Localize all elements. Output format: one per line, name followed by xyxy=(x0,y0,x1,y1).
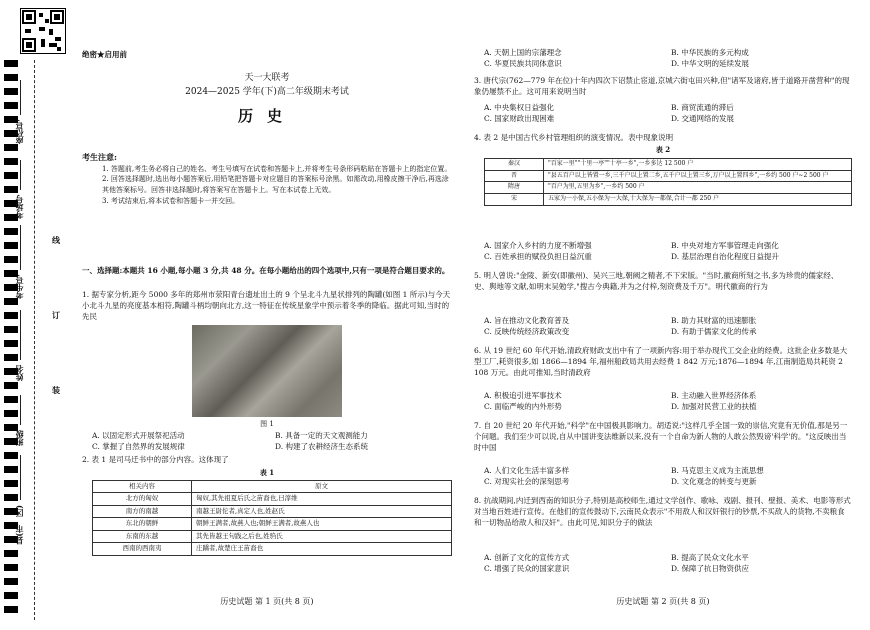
question-6-stem: 6. 从 19 世纪 60 年代开始,清政府财政支出中有了一项新内容:用于举办现代工交企业的经费。这批企业多数是大型工厂,耗资很多,如 1866—1894 年,福州船政局共用去经费 1 842 万元;1876—1894 年,江南制造局共耗资 2 108 万元。由此可推知,当时清政府 xyxy=(474,346,848,377)
binding-stripe xyxy=(4,578,18,585)
table-row xyxy=(93,505,452,517)
table-cell: 东北的朝鲜 xyxy=(93,518,192,530)
table-cell: 五家为一小保,五小保为一大保,十大保为一都保,合计一都 250 户 xyxy=(544,194,852,206)
student-number-label: 考生号 xyxy=(14,275,24,299)
option-a[interactable]: A. 天朝上国的宗藩理念 xyxy=(484,48,562,57)
option-b[interactable]: B. 中华民族的多元构成 xyxy=(671,48,749,57)
table-cell: "百家一里""十里一亭""十亭一乡",一乡多达 12 500 户 xyxy=(544,159,852,171)
question-4-stem: 4. 表 2 是中国古代乡村管理组织的演变情况。表中现象说明 xyxy=(474,133,674,142)
question-2-stem: 2. 表 1 是司马迁书中的部分内容。这体现了 xyxy=(82,455,229,464)
q1-options xyxy=(92,431,452,453)
county-label: 县(市、区) xyxy=(14,505,24,545)
table-cell: 朝鲜王满者,故燕人也;朝鲜王满者,故燕人也 xyxy=(192,518,452,530)
question-stem: 1. 据专家分析,距今 5000 多年的郑州市荥阳青台遗址出土的 9 个呈北斗九星状排列的陶罐(如图 1 所示)与今天小北斗九星的亮度基本相符,陶罐斗柄均朝向北方,这一特征在传统星象学中预示着冬季的降临。据此可知,当时的先民 xyxy=(82,290,451,321)
option-a[interactable]: A. 积极追引进军事技术 xyxy=(484,391,562,400)
table-cell: 庄蹻者,故楚庄王苗裔也 xyxy=(192,543,452,555)
table-row xyxy=(485,159,852,171)
table-row xyxy=(93,543,452,555)
binding-stripe xyxy=(4,340,18,347)
exam-org: 天一大联考 xyxy=(244,73,290,83)
qr-code-icon xyxy=(20,8,66,54)
binding-stripe xyxy=(4,256,18,263)
table-cell: 宋 xyxy=(485,194,544,206)
binding-stripe xyxy=(4,382,18,389)
option-c[interactable]: C. 掌握了自然界的发展规律 xyxy=(92,441,185,451)
exam-year: 2024—2025 学年(下)高二年级期末考试 xyxy=(185,87,349,97)
option-c[interactable]: C. 面临严峻的内外形势 xyxy=(484,401,562,411)
table-header: 原文 xyxy=(192,481,452,493)
option-a[interactable]: A. 人们文化生活丰富多样 xyxy=(484,466,570,475)
class-label: 班级 xyxy=(14,430,24,446)
table-2 xyxy=(484,158,852,206)
binding-stripe xyxy=(4,88,18,95)
option-d[interactable]: D. 文化观念的转变与更新 xyxy=(671,476,757,486)
option-a[interactable]: A. 中央集权日益强化 xyxy=(484,103,555,112)
cut-mark-stitch: 装 xyxy=(52,385,60,395)
option-c[interactable]: C. 增强了民众的国家意识 xyxy=(484,563,570,573)
table-row xyxy=(485,170,852,182)
section-heading: 一、选择题:本题共 16 小题,每小题 3 分,共 48 分。在每小题给出的四个选项中,只有一项是符合题目要求的。 xyxy=(82,266,450,275)
page-footer: 历史试题 第 1 页(共 8 页) xyxy=(220,597,314,606)
option-d[interactable]: D. 基层治理自治化程度日益提升 xyxy=(671,251,780,261)
binding-stripe xyxy=(4,144,18,151)
binding-stripe xyxy=(4,158,18,165)
question-3-stem: 3. 唐代宗(762—779 年在位)十年内四次下诏禁止宦道,京城六街屯田兴种,但"诸军及诸府,皆于道路开凿营种"的现象仍屡禁不止。这可用来说明当时 xyxy=(474,76,850,96)
binding-stripe xyxy=(4,592,18,599)
option-b[interactable]: B. 主动融入世界经济体系 xyxy=(671,391,757,400)
binding-stripe xyxy=(4,410,18,417)
notice-item: 3. 考试结束后,将本试卷和答题卡一并交回。 xyxy=(102,197,240,206)
name-label: 姓名 xyxy=(14,365,24,381)
table-row xyxy=(93,530,452,542)
binding-stripe xyxy=(4,172,18,179)
binding-strip xyxy=(0,0,70,630)
binding-stripe xyxy=(4,396,18,403)
q6-options xyxy=(484,391,852,413)
option-c[interactable]: C. 百姓承担的赋役负担日益沉重 xyxy=(484,251,592,261)
table-cell: 晋 xyxy=(485,170,544,182)
binding-stripe xyxy=(4,228,18,235)
option-a[interactable]: A. 旨在推动文化教育普及 xyxy=(484,316,570,325)
q5-options xyxy=(484,316,852,338)
option-b[interactable]: B. 提高了民众文化水平 xyxy=(671,553,749,562)
option-a[interactable]: A. 创新了文化的宣传方式 xyxy=(484,553,570,562)
binding-stripe xyxy=(4,354,18,361)
table-row xyxy=(485,194,852,206)
notice-title: 考生注意: xyxy=(82,152,117,162)
option-b[interactable]: B. 商贸流通的滞后 xyxy=(671,103,734,112)
binding-stripe xyxy=(4,466,18,473)
table-cell: 南方的南越 xyxy=(93,505,192,517)
cut-mark-line: 线 xyxy=(52,235,60,245)
binding-stripe xyxy=(4,494,18,501)
table-cell: 匈奴,其先祖夏后氏之苗裔也,曰淳维 xyxy=(192,493,452,505)
binding-stripe xyxy=(4,242,18,249)
table-header: 相关内容 xyxy=(93,481,192,493)
table-cell: 北方的匈奴 xyxy=(93,493,192,505)
table-row xyxy=(93,493,452,505)
exam-room-label: 考场号 xyxy=(14,195,24,219)
binding-stripe xyxy=(4,298,18,305)
option-b[interactable]: B. 具备一定的天文观测能力 xyxy=(275,431,368,440)
option-c[interactable]: C. 反映传统经济政策改变 xyxy=(484,326,570,336)
notice-block xyxy=(82,152,452,207)
binding-stripe xyxy=(4,606,18,613)
q3-options xyxy=(484,103,852,125)
binding-stripe xyxy=(4,312,18,319)
table-2-caption: 表 2 xyxy=(655,145,671,154)
cut-mark-bind: 订 xyxy=(52,310,60,320)
binding-stripe xyxy=(4,60,18,67)
q7-options xyxy=(484,466,852,488)
page-footer: 历史试题 第 2 页(共 8 页) xyxy=(616,597,710,606)
table-1-caption: 表 1 xyxy=(259,468,275,477)
binding-stripe xyxy=(4,74,18,81)
secret-label: 绝密★启用前 xyxy=(82,50,127,59)
seat-number-label: 座位号 xyxy=(14,120,24,144)
binding-stripe xyxy=(4,326,18,333)
table-cell: 西南的西南夷 xyxy=(93,543,192,555)
page-2 xyxy=(474,0,852,630)
table-cell: 秦汉 xyxy=(485,159,544,171)
table-1 xyxy=(92,480,452,556)
option-c[interactable]: C. 对现实社会的深刻思考 xyxy=(484,476,570,486)
binding-stripe xyxy=(4,452,18,459)
option-b[interactable]: B. 助力其财富的迅速膨胀 xyxy=(671,316,757,325)
binding-stripe xyxy=(4,480,18,487)
question-1 xyxy=(82,290,452,323)
option-b[interactable]: B. 马克思主义成为主流思想 xyxy=(671,466,764,475)
table-cell: 东南的东越 xyxy=(93,530,192,542)
q4-options xyxy=(484,241,852,263)
option-c[interactable]: C. 国家财政出现困难 xyxy=(484,113,555,123)
option-d[interactable]: D. 构建了农耕经济生态系统 xyxy=(275,441,369,451)
table-cell: "县五百户以上皆置一乡,三千户以上置二乡,五千户以上置三乡,万户以上置四乡",一乡约 500 户~2 500 户 xyxy=(544,170,852,182)
table-cell: 其先皆越王句践之后也,姓驺氏 xyxy=(192,530,452,542)
option-c[interactable]: C. 华夏民族共同体意识 xyxy=(484,58,562,68)
figure-caption: 图 1 xyxy=(260,420,274,428)
option-b[interactable]: B. 中央对地方军事管理走向强化 xyxy=(671,241,779,250)
page-1 xyxy=(82,0,452,630)
notice-item: 1. 答题前,考生务必将自己的姓名、考生号填写在试卷和答题卡上,并将考生号条形码粘贴在答题卡上的指定位置。 xyxy=(102,164,452,173)
notice-item: 2. 回答选择题时,选出每小题答案后,用铅笔把答题卡对应题目的答案标号涂黑。如需改动,用橡皮擦干净后,再选涂其他答案标号。回答非选择题时,将答案写在答题卡上。写在本试卷上无效。 xyxy=(102,175,449,195)
option-d[interactable]: D. 加强对民营工业的扶植 xyxy=(671,401,757,411)
binding-stripe xyxy=(4,564,18,571)
q2-options xyxy=(484,48,852,70)
pottery-jars-photo xyxy=(192,325,342,417)
table-cell: "百户为里,五里为乡",一乡约 500 户 xyxy=(544,182,852,194)
subject-title: 历史 xyxy=(237,107,296,125)
q8-options xyxy=(484,553,852,575)
question-5-stem: 5. 明人曾说:"金陵、新安(即徽州)、吴兴三地,朝阙之精者,不下宋版。"当时,徽商所刻之书,多为珍贵的儒家经、史、舆地等文献,如明末吴勉学,"搜古今典籍,并为之付梓,刻资费及千万"。明代徽商的行为 xyxy=(474,271,839,291)
binding-stripe xyxy=(4,186,18,193)
table-cell: 南越王尉佗者,真定人也,姓赵氏 xyxy=(192,505,452,517)
option-d[interactable]: D. 交通网络的发展 xyxy=(671,113,735,123)
binding-stripe xyxy=(4,550,18,557)
binding-stripe xyxy=(4,102,18,109)
option-d[interactable]: D. 中华文明的延续发展 xyxy=(671,58,750,68)
table-cell: 隋唐 xyxy=(485,182,544,194)
question-8-stem: 8. 抗战期间,内迁到西南的知识分子,特别是高校师生,通过文学创作、歌咏、戏剧、报刊、壁报、美术、电影等形式对当地百姓进行宣传。在他们的宣传鼓动下,云南民众表示"不用敌人和汉奸银行的钞票,不买敌人的货物,不卖粮食和一切物品给敌人和汉奸"。由此可见,知识分子的做法 xyxy=(474,496,851,527)
option-a[interactable]: A. 以固定形式开展祭祀活动 xyxy=(92,431,185,440)
option-d[interactable]: D. 保障了抗日物资供应 xyxy=(671,563,750,573)
option-d[interactable]: D. 有助于儒家文化的传承 xyxy=(671,326,757,336)
question-7-stem: 7. 自 20 世纪 20 年代开始,"科学"在中国极具影响力。胡适说:"这样几乎全国一致的崇信,究竟有无价值,那是另一个问题。我们至少可以说,自从中国讲变法维新以来,没有一个自命为新人物的人敢公然毁谤'科学'的。"这反映出当时中国 xyxy=(474,421,848,452)
table-row xyxy=(485,182,852,194)
table-row xyxy=(93,518,452,530)
option-a[interactable]: A. 国家介入乡村的力度不断增强 xyxy=(484,241,592,250)
